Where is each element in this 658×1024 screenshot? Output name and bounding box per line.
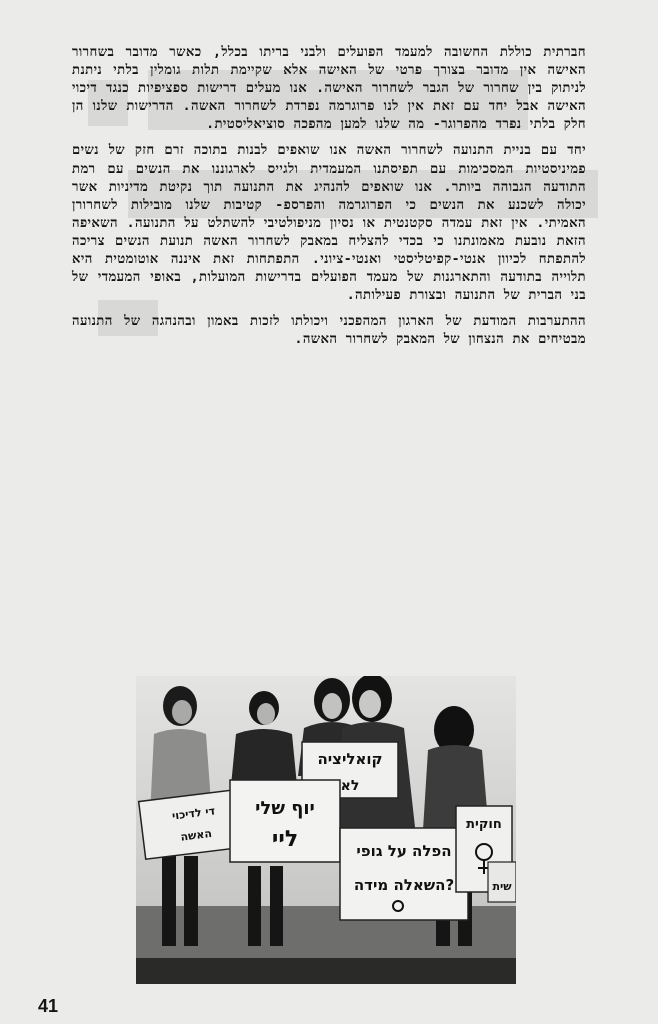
paragraph: ההתערבות המודעת של הארגון המהפכני ויכולתו לזכות באמון ובהנהגה של התנועה מבטיחים את הנצחון של המאבק לשחרור האשה.: [72, 314, 586, 348]
sign-text: האשה: [179, 826, 213, 844]
protest-sign: [488, 862, 516, 902]
sign-text: די לדיכוי: [171, 804, 216, 823]
sign-text: השאלה מידה?: [353, 876, 455, 894]
show-through-text: [120, 380, 640, 680]
sign-text: הפלה על גופי: [356, 842, 452, 860]
sign-text: שית: [492, 880, 512, 893]
sign-text: קואליציה: [317, 750, 383, 768]
paragraph: יחד עם בניית התנועה לשחרור האשה אנו שואפים לבנות בתוכה זרם חזק של נשים פמיניסטיות המסכימות עם תפיסתנו המעמדית ולגייס לארגוננו את הנשים עם רמת התודעה הגבוהה ביותר. אנו שואפים להנהיג את התנועה תוך נקיטת מדיניות אשר יכולה לשכנע את הנשים כי הפרוגרמה והפרספ- קטיבות שלנו מובילות לשחרורן האמיתי. אין זאת עמדה סקטנטית או נסיון מניפולטיבי להשתלט על התנועה. השאיפה הזאת נובעת מאמונתנו כי בכדי להצליח במאבק לשחרור האשה תנועת הנשים צריכה להתפתח לכיוון אנטי-קפיטליסטי ואנטי-ציוני. התפתחות זאת איננה אוטומטית היא תלוייה בתודעה והתארגנות של מעמד הפועלים בדרישות המועלות, באופי המעמדי של בני הברית של התנועה ובצורת פעילותה.: [72, 143, 586, 304]
sign-text: יוף שלי: [255, 798, 315, 819]
article-body: [72, 44, 586, 358]
page-number: 41: [38, 996, 59, 1016]
sign-text: חוקית: [466, 817, 502, 832]
protest-photo-image: [136, 676, 516, 984]
protest-sign: [230, 780, 340, 862]
sign-text: לא: [340, 778, 360, 794]
protest-photograph: [136, 676, 516, 984]
protest-sign: [340, 828, 468, 920]
sign-text: ליי: [271, 827, 299, 852]
paragraph: חברתית כוללת החשובה למעמד הפועלים ולבני בריתו בכלל, כאשר מדובר בשחרור האישה אין מדובר בצורך פרטי של האישה אלא שקיימת תלות גומלין בלתי ניתנת לניתוק בין שחרור של הגבר לשחרור האישה. אנו מעלים דרישות ספציפיות כנגד דיכוי האישה אבל יחד עם זאת אין לנו פרוגרמה נפרדת לשחרור האשה. הדרישות שלנו הן חלק בלתי נפרד מהפרוגר- מה שלנו למען מהפכה סוציאליסטית.: [72, 45, 586, 133]
